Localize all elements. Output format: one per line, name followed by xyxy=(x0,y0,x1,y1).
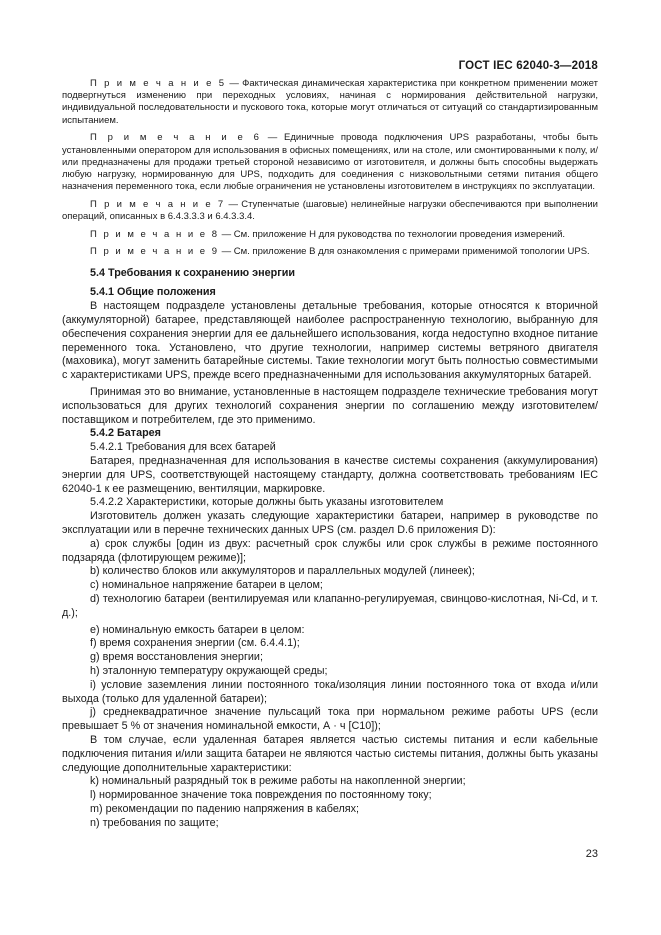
list-item: h) эталонную температуру окружающей среды; xyxy=(90,664,328,677)
note-text: — См. приложение Н для руководства по технологии проведения измерений. xyxy=(218,228,566,240)
paragraph: Изготовитель должен указать следующие характеристики батареи, например в руководстве по эксплуатации или в перечне технических данных UPS (см. раздел D.6 приложения D): xyxy=(62,510,598,536)
note-5 xyxy=(62,78,598,127)
note-7 xyxy=(62,199,598,223)
paragraph: В том случае, если удаленная батарея является частью системы питания и если кабельные подключения питания и/или защита батареи не являются частью системы питания, должны быть указаны следующие дополнительные характеристики: xyxy=(62,733,598,774)
list-item: g) время восстановления энергии; xyxy=(90,651,263,664)
note-6 xyxy=(62,132,598,193)
paragraph: Принимая это во внимание, установленные в настоящем подразделе технические требования могут использоваться для других технологий сохранения энергии по соглашению между изготовителем/поставщиком и потребителем, где это применимо. xyxy=(62,386,598,426)
list-item: n) требования по защите; xyxy=(90,816,219,829)
note-label: П р и м е ч а н и е 7 xyxy=(90,198,226,210)
subsection-title-542: 5.4.2 Батарея xyxy=(90,427,161,440)
list-item: b) количество блоков или аккумуляторов и параллельных модулей (линеек); xyxy=(90,565,475,578)
paragraph: Батарея, предназначенная для использования в качестве системы сохранения (аккумулирования) энергии для UPS, соответствующей настоящему стандарту, должна соответствовать требованиям IEC 62040-1 к ее размещению, вентиляции, маркировке. xyxy=(62,455,598,495)
clause-title-5421: 5.4.2.1 Требования для всех батарей xyxy=(90,441,276,454)
list-item: l) нормированное значение тока повреждения по постоянному току; xyxy=(90,789,432,802)
list-item: k) номинальный разрядный ток в режиме работы на накопленной энергии; xyxy=(90,775,466,788)
paragraph: В настоящем подразделе установлены детальные требования, которые относятся к вторичной (аккумуляторной) батарее, представляющей наиболее распространенную технологию, выбранную для обеспечения сохранения энергии для ее дальнейшего использования, когда недоступно входное питание переменного тока. Установлено, что другие технологии, например системы ветряного двигателя (маховика), могут заменить батарейные системы. Такие технологии могут быть полностью совместимыми с характеристиками UPS, прежде всего предназначенными для использования аккумуляторных батарей. xyxy=(62,300,598,382)
list-item: i) условие заземления линии постоянного тока/изоляция линии постоянного тока от входа и/или выхода (только для удаленной батареи); xyxy=(62,678,598,705)
list-item: j) среднеквадратичное значение пульсаций тока при нормальном режиме работы UPS (если превышает 5 % от значения номинальной емкости, А · ч [C10]); xyxy=(62,706,598,733)
list-item: a) срок службы [один из двух: расчетный срок службы или срок службы в режиме постоянного подзаряда (флотирующем режиме)]; xyxy=(62,537,598,564)
note-label: П р и м е ч а н и е 9 xyxy=(90,246,219,258)
clause-title-5422: 5.4.2.2 Характеристики, которые должны быть указаны изготовителем xyxy=(90,496,444,509)
list-item: c) номинальное напряжение батареи в целом; xyxy=(90,579,323,592)
note-text: — Фактическая динамическая характеристика при конкретном применении может подвергнуться изменению при переходных условиях, начиная с нормирования действительной нагрузки, индивидуальной последовательности и пускового тока, которые могут отличаться от ситуаций со стандартизированным испытанием. xyxy=(62,78,598,126)
note-label: П р и м е ч а н и е 5 xyxy=(90,78,226,89)
note-text: — Ступенчатые (шаговые) нелинейные нагрузки обеспечиваются при выполнении операций, описанных в 6.4.3.3.3 и 6.4.3.3.4. xyxy=(62,198,598,223)
list-item: d) технологию батареи (вентилируемая или клапанно-регулируемая, свинцово-кислотная, Ni-Cd, и т. д.); xyxy=(62,592,598,619)
note-9 xyxy=(62,246,598,258)
page-number: 23 xyxy=(585,848,598,860)
list-item: e) номинальную емкость батареи в целом: xyxy=(90,623,305,636)
note-text: — См. приложение В для ознакомления с примерами применимой топологии UPS. xyxy=(218,246,590,258)
page-body xyxy=(62,78,598,831)
note-text: — Единичные провода подключения UPS разработаны, чтобы быть установленными оператором для использования в офисных помещениях, или на столе, или смонтированными к полу, и/или предназначены для продажи третьей стороной независимо от изготовителя, и должны быть способны выдержать любую нагрузку, нормированную для UPS, подходить для соединения с низковольтными сетями питания общего назначения переменного тока, если любые ограничения не установлены изготовителем в инструкциях по эксплуатации. xyxy=(62,132,599,193)
subsection-title-541: 5.4.1 Общие положения xyxy=(90,286,216,299)
note-label: П р и м е ч а н и е 8 xyxy=(90,228,219,240)
document-code: ГОСТ IEC 62040-3—2018 xyxy=(458,60,598,72)
note-8 xyxy=(62,229,598,241)
section-title: 5.4 Требования к сохранению энергии xyxy=(90,266,295,279)
list-item: f) время сохранения энергии (см. 6.4.4.1); xyxy=(90,637,300,650)
note-label: П р и м е ч а н и е 6 xyxy=(90,132,261,144)
list-item: m) рекомендации по падению напряжения в кабелях; xyxy=(90,802,360,815)
